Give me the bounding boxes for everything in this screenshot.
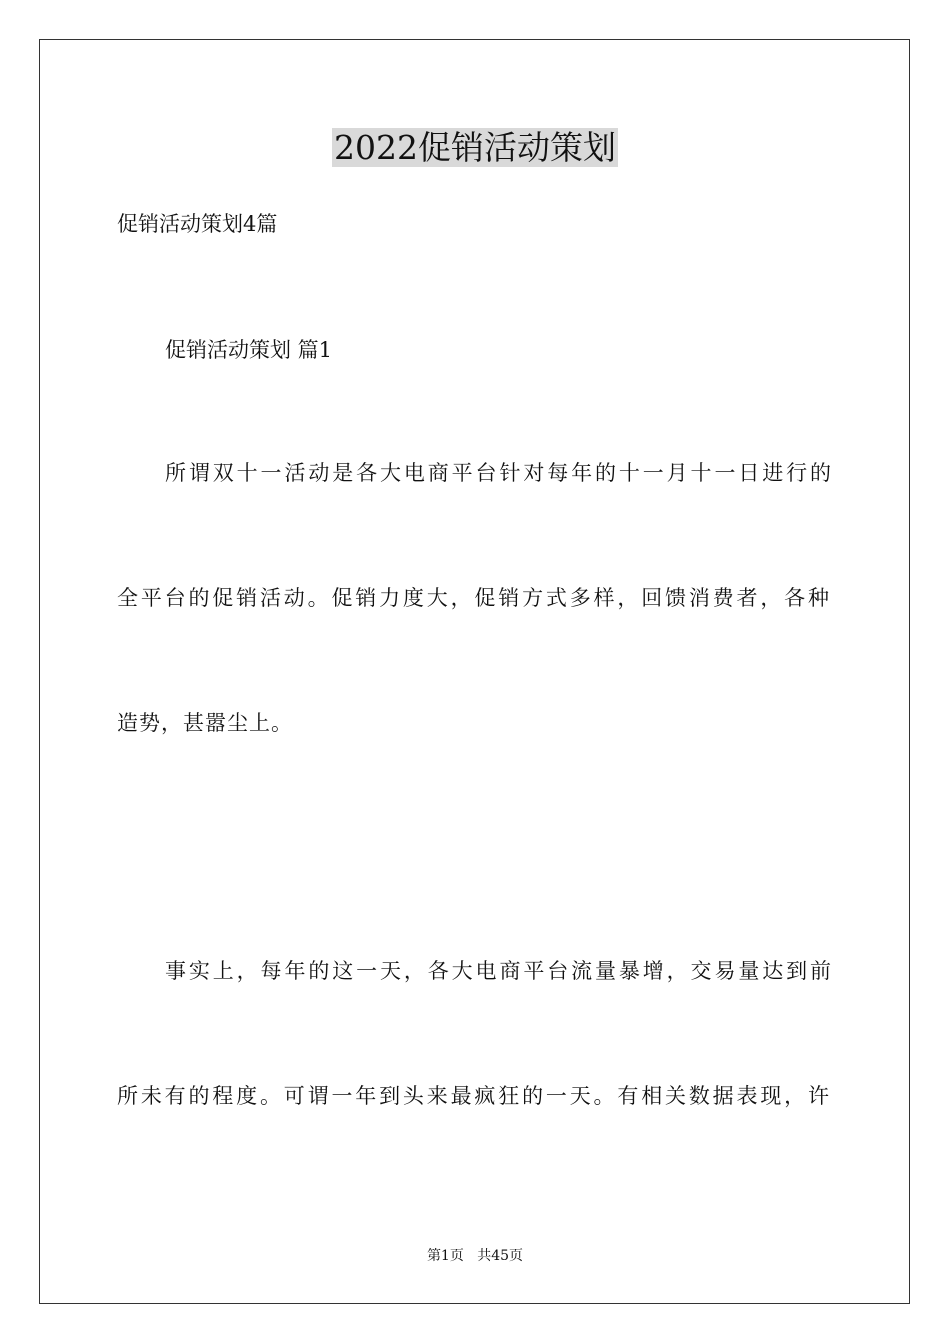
document-title	[0, 128, 950, 168]
paragraph-1-line-2: 全平台的促销活动。促销力度大，促销方式多样，回馈消费者，各种	[117, 586, 830, 610]
paragraph-2-line-2: 所未有的程度。可谓一年到头来最疯狂的一天。有相关数据表现，许	[117, 1084, 830, 1108]
document-subtitle: 促销活动策划4篇	[117, 212, 278, 236]
page-footer	[0, 1246, 950, 1266]
section-heading: 促销活动策划 篇1	[165, 338, 333, 362]
paragraph-1-line-3: 造势，甚嚣尘上。	[117, 711, 293, 735]
paragraph-1-line-1: 所谓双十一活动是各大电商平台针对每年的十一月十一日进行的	[165, 461, 831, 485]
paragraph-2-line-1: 事实上，每年的这一天，各大电商平台流量暴增，交易量达到前	[165, 959, 831, 983]
document-title-text: 2022促销活动策划	[334, 128, 616, 167]
page-number: 第1页	[426, 1248, 464, 1264]
total-pages: 共45页	[477, 1248, 524, 1264]
